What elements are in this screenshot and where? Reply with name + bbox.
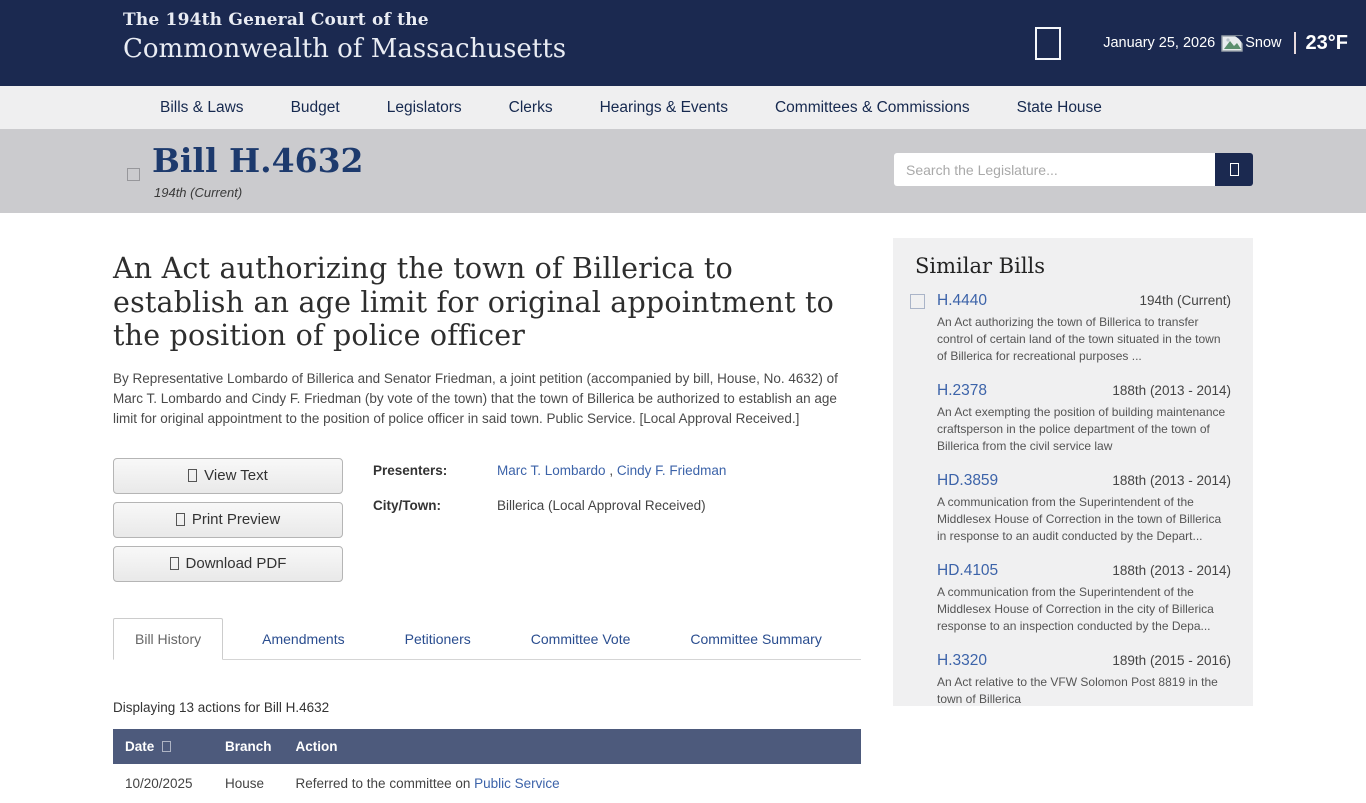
header-date: January 25, 2026 bbox=[1103, 35, 1216, 51]
column-header-date[interactable]: Date bbox=[113, 729, 213, 764]
city-town-label: City/Town: bbox=[373, 497, 441, 513]
similar-bill-item bbox=[910, 562, 1231, 635]
similar-bill-item bbox=[910, 292, 1231, 365]
similar-bill-link[interactable]: HD.3859 bbox=[937, 472, 999, 490]
similar-bill-item bbox=[910, 652, 1231, 708]
similar-bill-link[interactable]: HD.4105 bbox=[937, 562, 999, 580]
similar-bills-title: Similar Bills bbox=[915, 254, 1046, 278]
bill-action-buttons bbox=[113, 458, 343, 582]
nav-item-bills-laws[interactable]: Bills & Laws bbox=[160, 98, 244, 116]
search-icon bbox=[1230, 163, 1239, 176]
similar-bill-description: A communication from the Superintendent of the Middlesex House of Correction in the town of Billerica in response to an audit conducted by the Depart... bbox=[937, 495, 1222, 544]
view-text-label: View Text bbox=[204, 467, 268, 485]
similar-bill-description: An Act relative to the VFW Solomon Post 8819 in the town of Billerica bbox=[937, 675, 1218, 707]
sort-icon[interactable] bbox=[162, 741, 171, 752]
nav-item-legislators[interactable]: Legislators bbox=[386, 98, 462, 116]
similar-bill-description: An Act authorizing the town of Billerica to transfer control of certain land of the town situated in the town of Billerica for recreational purposes ... bbox=[937, 315, 1221, 364]
bill-tabs bbox=[113, 618, 861, 660]
nav-item-hearings-events[interactable]: Hearings & Events bbox=[599, 98, 728, 116]
tab-bill-history[interactable]: Bill History bbox=[113, 618, 223, 660]
bill-session-label: 194th (Current) bbox=[154, 185, 243, 200]
bill-act-title: An Act authorizing the town of Billerica to establish an age limit for original appointment to the position of police officer bbox=[113, 252, 834, 353]
actions-count-caption: Displaying 13 actions for Bill H.4632 bbox=[113, 699, 330, 715]
temperature: 23°F bbox=[1305, 31, 1348, 54]
bill-summary: By Representative Lombardo of Billerica and Senator Friedman, a joint petition (accompanied by bill, House, No. 4632) of Marc T. Lombardo and Cindy F. Friedman (by vote of the town) that the town of Billerica be authorized to establish an age limit for original appointment to the position of police officer in said town. Public Service. [Local Approval Received.] bbox=[113, 370, 838, 427]
document-icon bbox=[188, 469, 197, 482]
presenter-link-friedman[interactable]: Cindy F. Friedman bbox=[616, 462, 727, 478]
bill-actions-area bbox=[113, 458, 861, 608]
download-icon bbox=[170, 557, 179, 570]
bill-detail-main bbox=[113, 252, 861, 803]
nav-item-state-house[interactable]: State House bbox=[1016, 98, 1102, 116]
view-text-button[interactable] bbox=[113, 458, 343, 494]
printer-icon bbox=[176, 513, 185, 526]
search-input[interactable] bbox=[894, 153, 1215, 186]
similar-bill-link[interactable]: H.3320 bbox=[937, 652, 987, 670]
column-header-action: Action bbox=[284, 729, 861, 764]
action-text: Referred to the committee on Public Service bbox=[284, 764, 861, 803]
table-row bbox=[113, 764, 861, 803]
presenter-link-lombardo[interactable]: Marc T. Lombardo bbox=[497, 462, 606, 478]
print-preview-label: Print Preview bbox=[191, 511, 281, 529]
site-header bbox=[0, 0, 1366, 86]
city-town-value: Billerica (Local Approval Received) bbox=[497, 497, 706, 513]
site-title[interactable] bbox=[123, 10, 566, 64]
tab-committee-vote[interactable]: Committee Vote bbox=[530, 630, 631, 647]
presenters-separator: , bbox=[605, 462, 617, 478]
mylegislature-icon[interactable] bbox=[1035, 27, 1061, 60]
site-title-line2: Commonwealth of Massachusetts bbox=[123, 34, 567, 64]
column-header-branch: Branch bbox=[213, 729, 284, 764]
bill-pin-icon[interactable] bbox=[910, 294, 925, 309]
download-pdf-label: Download PDF bbox=[185, 555, 287, 573]
presenters-label: Presenters: bbox=[373, 462, 448, 478]
similar-bill-session: 194th (Current) bbox=[1139, 293, 1231, 308]
bill-number-title: Bill H.4632 bbox=[152, 141, 364, 180]
header-right-group bbox=[1035, 0, 1348, 86]
tab-petitioners[interactable]: Petitioners bbox=[404, 630, 471, 647]
bill-meta bbox=[373, 463, 726, 533]
nav-item-committees-commissions[interactable]: Committees & Commissions bbox=[774, 98, 970, 116]
similar-bill-session: 188th (2013 - 2014) bbox=[1112, 563, 1231, 579]
action-branch: House bbox=[213, 764, 284, 803]
nav-item-budget[interactable]: Budget bbox=[290, 98, 340, 116]
print-preview-button[interactable] bbox=[113, 502, 343, 538]
header-divider bbox=[1294, 32, 1296, 54]
bill-pin-icon[interactable] bbox=[127, 168, 140, 181]
similar-bill-item bbox=[910, 382, 1231, 455]
weather-condition: Snow bbox=[1245, 35, 1282, 51]
table-header-row bbox=[113, 729, 861, 764]
bill-hero-banner bbox=[0, 129, 1366, 213]
tab-committee-summary[interactable]: Committee Summary bbox=[690, 630, 822, 647]
download-pdf-button[interactable] bbox=[113, 546, 343, 582]
similar-bill-link[interactable]: H.4440 bbox=[937, 292, 987, 309]
tab-amendments[interactable]: Amendments bbox=[262, 630, 345, 647]
bill-history-table bbox=[113, 729, 861, 803]
city-town-row bbox=[373, 498, 726, 513]
committee-link[interactable]: Public Service bbox=[474, 775, 560, 791]
search-button[interactable] bbox=[1215, 153, 1253, 186]
similar-bill-description: A communication from the Superintendent of the Middlesex House of Correction in the city of Billerica response to an inspection conducted by the Depa... bbox=[937, 585, 1214, 634]
similar-bills-panel bbox=[893, 238, 1253, 706]
similar-bill-description: An Act exempting the position of building maintenance craftsperson in the police department of the town of Billerica from the civil service law bbox=[937, 405, 1226, 454]
main-nav bbox=[0, 86, 1366, 129]
presenters-row bbox=[373, 463, 726, 478]
similar-bill-link[interactable]: H.2378 bbox=[937, 382, 987, 400]
similar-bill-session: 188th (2013 - 2014) bbox=[1112, 383, 1231, 399]
weather-broken-image-icon bbox=[1221, 35, 1243, 52]
action-date: 10/20/2025 bbox=[113, 764, 213, 803]
nav-item-clerks[interactable]: Clerks bbox=[508, 98, 553, 116]
similar-bill-session: 188th (2013 - 2014) bbox=[1112, 473, 1231, 489]
similar-bill-item bbox=[910, 472, 1231, 545]
legislature-search bbox=[894, 153, 1253, 186]
similar-bill-session: 189th (2015 - 2016) bbox=[1112, 653, 1231, 669]
site-title-line1: The 194th General Court of the bbox=[123, 10, 429, 30]
